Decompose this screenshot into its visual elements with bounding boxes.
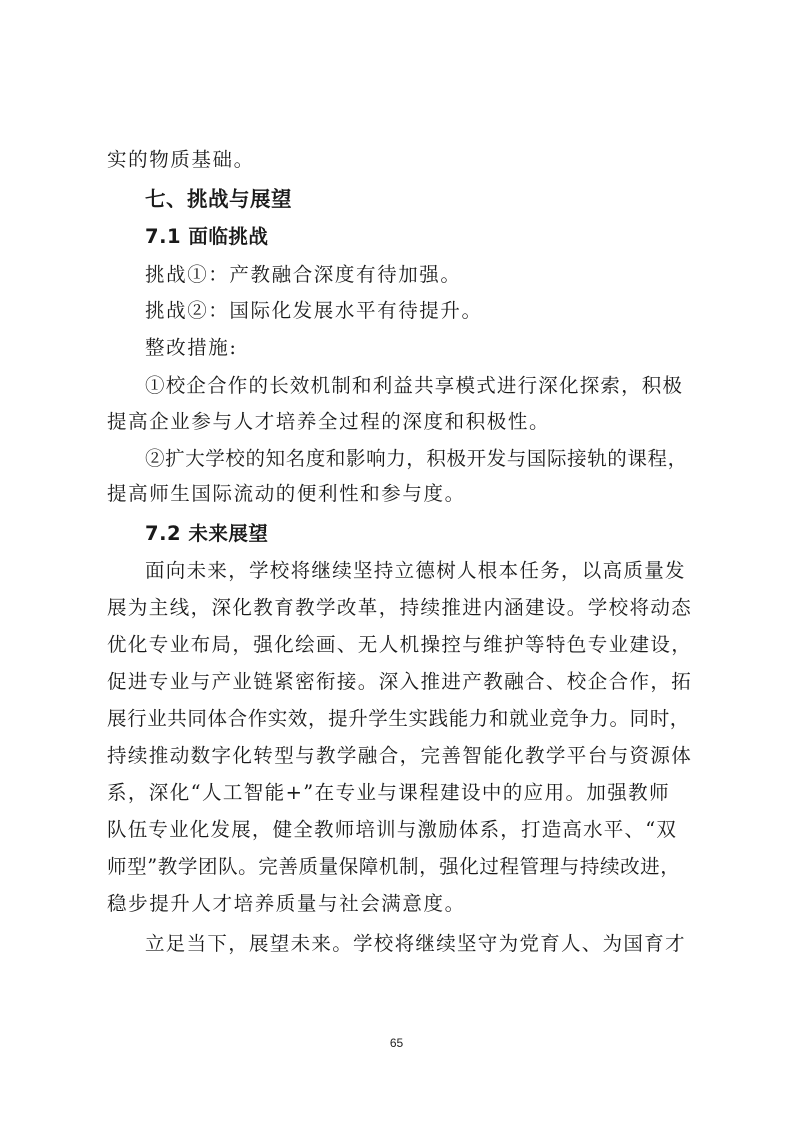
outlook-paragraph-line: 师型”教学团队。完善质量保障机制，强化过程管理与持续改进， <box>107 855 681 878</box>
outlook-paragraph-line: 促进专业与产业链紧密衔接。深入推进产教融合、校企合作，拓 <box>107 670 693 693</box>
measure-2-line-1: ②扩大学校的知名度和影响力，积极开发与国际接轨的课程， <box>145 447 688 470</box>
measures-label: 整改措施: <box>145 336 238 359</box>
measure-2-line-2: 提高师生国际流动的便利性和参与度。 <box>107 482 466 505</box>
section-heading: 七、挑战与展望 <box>145 187 292 211</box>
subsection-heading-7-1: 7.1 面临挑战 <box>145 225 269 248</box>
subsection-heading-7-2: 7.2 未来展望 <box>145 522 269 545</box>
outlook-paragraph-line: 面向未来，学校将继续坚持立德树人根本任务，以高质量发 <box>145 559 686 582</box>
outlook-paragraph-line: 系，深化“人工智能+”在专业与课程建设中的应用。加强教师 <box>107 781 670 804</box>
measure-1-line-1: ①校企合作的长效机制和利益共享模式进行深化探索，积极 <box>145 374 684 397</box>
page-number: 65 <box>389 1036 404 1050</box>
outlook-paragraph-line: 稳步提升人才培养质量与社会满意度。 <box>107 892 466 915</box>
challenge-1: 挑战①：产教融合深度有待加强。 <box>145 263 462 286</box>
outlook-paragraph-line: 持续推动数字化转型与教学融合，完善智能化教学平台与资源体 <box>107 744 693 767</box>
measure-1-line-2: 提高企业参与人才培养全过程的深度和积极性。 <box>107 410 551 433</box>
outlook-paragraph-line: 展为主线，深化教育教学改革，持续推进内涵建设。学校将动态 <box>107 596 693 619</box>
outlook-paragraph-line: 队伍专业化发展，健全教师培训与激励体系，打造高水平、“双 <box>107 818 678 841</box>
paragraph-continuation: 实的物质基础。 <box>107 148 255 171</box>
challenge-2: 挑战②：国际化发展水平有待提升。 <box>145 299 483 322</box>
closing-paragraph-line: 立足当下，展望未来。学校将继续坚守为党育人、为国育才 <box>145 932 686 955</box>
outlook-paragraph-line: 展行业共同体合作实效，提升学生实践能力和就业竞争力。同时， <box>107 707 690 730</box>
outlook-paragraph-line: 优化专业布局，强化绘画、无人机操控与维护等特色专业建设， <box>107 633 693 656</box>
